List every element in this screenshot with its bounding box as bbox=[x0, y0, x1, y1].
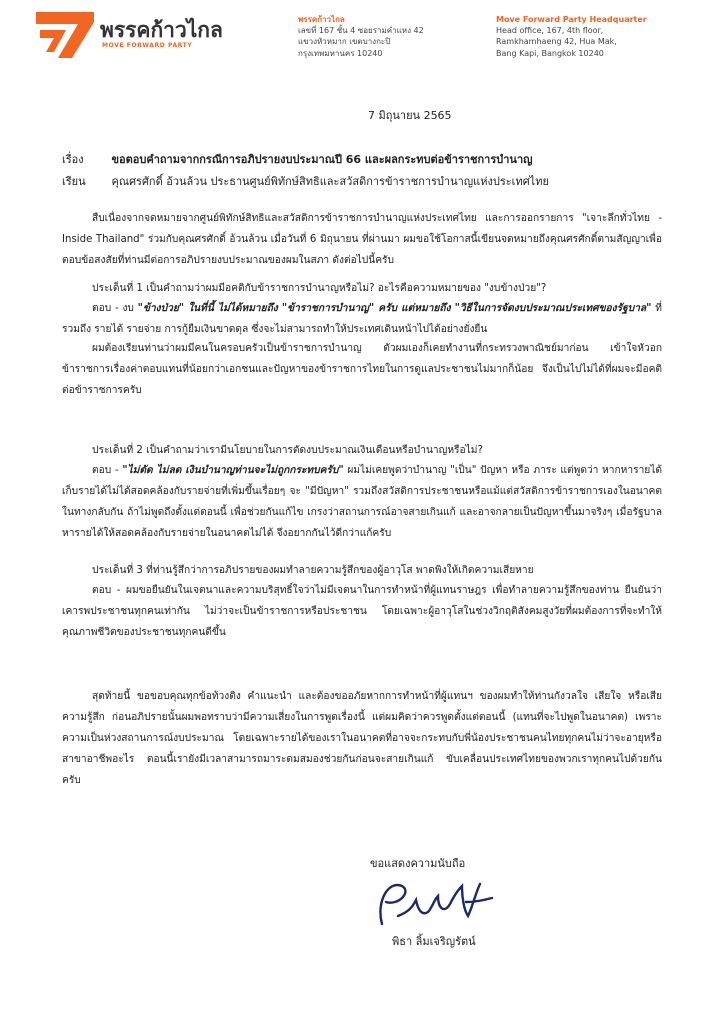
subject-row bbox=[62, 150, 533, 168]
answer-2 bbox=[62, 460, 662, 544]
address-english-line3: Bang Kapi, Bangkok 10240 bbox=[496, 48, 604, 58]
answer-1-emphasis: "ข้างป่วย" ในที่นี้ ไม่ได้หมายถึง "ข้าราชการบำนาญ" ครับ แต่หมายถึง "วิธีในการจัดงบประมาณประเทศของรัฐบาล" bbox=[137, 303, 652, 314]
answer-1-rest: ที่รวมถึง รายได้ รายจ่าย การกู้ยืมเงินขาดดุล ซึ่งจะไม่สามารถทำให้ประเทศเดินหน้าไปได้อย่างยั่งยืน bbox=[62, 303, 662, 335]
answer-2-lead: ตอบ - bbox=[92, 465, 123, 476]
party-name-english: MOVE FORWARD PARTY bbox=[102, 42, 193, 49]
address-thai-line2: แขวงหัวหมาก เขตบางกะปิ bbox=[298, 37, 391, 47]
question-1-text: ประเด็นที่ 1 เป็นคำถามว่าผมมีอคติกับข้าราชการบำนาญหรือไม่? อะไรคือความหมายของ "งบข้างป่วย"? bbox=[92, 283, 547, 294]
party-name: พรรคก้าวไกล bbox=[100, 18, 223, 42]
paragraph-family bbox=[62, 338, 662, 401]
question-2 bbox=[62, 440, 662, 461]
answer-3-text: ตอบ - ผมขอยืนยันในเจตนาและความบริสุทธิ์ใจว่าไม่มีเจตนาในการทำหน้าที่ผู้แทนราษฎร เพื่อทำลายความรู้สึกของท่าน ยืนยันว่าเคารพประชาชนทุกคนเท่ากัน ไม่ว่าจะเป็นข้าราชการหรือประชาชน โดยเฉพาะผู้อาวุโสในช่วงวิกฤติสังคมสูงวัยที่ผมต้องการที่จะทำให้คุณภาพชีวิตของประชาชนทุกคนดีขึ้น bbox=[62, 585, 662, 638]
answer-3 bbox=[62, 580, 662, 643]
paragraph-intro bbox=[62, 208, 662, 271]
recipient-label: เรียน bbox=[62, 175, 86, 188]
address-english-line2: Ramkhamhaeng 42, Hua Mak, bbox=[496, 37, 617, 47]
paragraph-family-text: ผมต้องเรียนท่านว่าผมมีคนในครอบครัวเป็นข้าราชการบำนาญ ตัวผมเองก็เคยทำงานที่กระทรวงพาณิชย์มาก่อน เข้าใจหัวอกข้าราชการเรื่องค่าตอบแทนที่น้อยกว่าเอกชนและปัญหาของข้าราชการไทยในการดูแลประชาชนไม่มากก็น้อย จึงเป็นไปไม่ได้ที่ผมจะมีอคติต่อข้าราชการครับ bbox=[62, 343, 662, 396]
paragraph-closing-text: สุดท้ายนี้ ขอขอบคุณทุกข้อท้วงติง คำแนะนำ และต้องขออภัยหากการทำหน้าที่ผู้แทนฯ ของผมทำให้ท่านกังวลใจ เสียใจ หรือเสียความรู้สึก ก่อนอภิปรายนั้นผมพอทราบว่ามีความเสี่ยงในการพูดเรื่องนี้ แต่ผมคิดว่าควรพูดตั้งแต่ตอนนี้ (แทนที่จะไปพูดในอนาคต) เพราะความเป็นห่วงสถานการณ์งบประมาณ โดยเฉพาะรายได้ของเราในอนาคตที่อาจจะกระทบกับพี่น้องประชาชนคนไทยทุกคนไม่ว่าจะอายุหรือสาขาอาชีพอะไร ตอนนี้เรายังมีเวลาสามารถมาระดมสมองช่วยกันก่อนจะสายเกินแก้ ขับเคลื่อนประเทศไทยของพวกเราทุกคนไปด้วยกันครับ bbox=[62, 691, 662, 786]
paragraph-closing bbox=[62, 686, 662, 791]
question-2-text: ประเด็นที่ 2 เป็นคำถามว่าเรามีนโยบายในการตัดงบประมาณเงินเดือนหรือบำนาญหรือไม่? bbox=[92, 445, 483, 456]
answer-2-rest: ผมไม่เคยพูดว่าบำนาญ "เป็น" ปัญหา หรือ ภาระ แต่พูดว่า หากหารายได้ เก็บรายได้ไม่ได้สอดคล้องกับรายจ่ายที่เพิ่มขึ้นเรื่อยๆ จะ "มีปัญหา" รวมถึงสวัสดิการประชาชนหรือแม้แต่สวัสดิการข้าราชการเองในอนาคต ในทางกลับกัน ถ้าไม่พูดถึงตั้งแต่ตอนนี้ เพื่อช่วยกันแก้ไข เกรงว่าสถานการณ์อาจสายเกินแก้ และอาจกลายเป็นปัญหาขึ้นมาจริงๆ เมื่อรัฐบาลหารายได้ให้สอดคล้องกับรายจ่ายในอนาคตไม่ได้ จึงอยากกันไว้ดีกว่าแก้ครับ bbox=[62, 465, 662, 539]
question-1 bbox=[62, 278, 662, 299]
paragraph-intro-text: สืบเนื่องจากจดหมายจากศูนย์พิทักษ์สิทธิและสวัสดิการข้าราชการบำนาญแห่งประเทศไทย และการออกรายการ "เจาะลึกทั่วไทย - Inside Thailand" ร่วมกับคุณศรศักดิ์ อ้วนล้วน เมื่อวันที่ 6 มิถุนายน ที่ผ่านมา ผมขอใช้โอกาสนี้เขียนจดหมายถึงคุณศรศักดิ์ตามสัญญาเพื่อตอบข้อสงสัยที่ท่านมีต่อการอภิปรายงบประมาณของผมในสภา ดังต่อไปนี้ครับ bbox=[62, 213, 662, 266]
question-3 bbox=[62, 560, 662, 581]
address-thai bbox=[298, 14, 424, 59]
recipient-row bbox=[62, 172, 549, 190]
answer-1-lead: ตอบ - งบ bbox=[92, 303, 138, 314]
signer-name: พิธา ลิ้มเจริญรัตน์ bbox=[392, 935, 476, 948]
letter-date: 7 มิถุนายน 2565 bbox=[368, 109, 452, 122]
address-english-title: Move Forward Party Headquarter bbox=[496, 15, 647, 24]
address-thai-line1: เลขที่ 167 ชั้น 4 ซอยรามคำแหง 42 bbox=[298, 26, 424, 36]
question-3-text: ประเด็นที่ 3 ที่ท่านรู้สึกว่าการอภิปรายของผมทำลายความรู้สึกของผู้อาวุโส พาดพิงให้เกิดความเสียหาย bbox=[92, 565, 534, 576]
address-thai-line3: กรุงเทพมหานคร 10240 bbox=[298, 48, 383, 58]
address-thai-title: พรรคก้าวไกล bbox=[298, 15, 345, 24]
closing-salutation: ขอแสดงความนับถือ bbox=[370, 857, 466, 870]
address-english-line1: Head office, 167, 4th floor, bbox=[496, 26, 604, 36]
subject-label: เรื่อง bbox=[62, 153, 84, 166]
address-english bbox=[496, 14, 647, 59]
signature-icon bbox=[368, 872, 498, 932]
answer-2-emphasis: "ไม่ตัด ไม่ลด เงินบำนาญท่านจะไม่ถูกกระทบครับ" bbox=[122, 465, 344, 476]
recipient-text: คุณศรศักดิ์ อ้วนล้วน ประธานศูนย์พิทักษ์สิทธิและสวัสดิการข้าราชการบำนาญแห่งประเทศไทย bbox=[111, 175, 549, 188]
subject-text: ขอตอบคำถามจากกรณีการอภิปรายงบประมาณปี 66 และผลกระทบต่อข้าราชการบำนาญ bbox=[111, 153, 533, 166]
party-logo-icon bbox=[36, 12, 96, 58]
answer-1 bbox=[62, 298, 662, 340]
